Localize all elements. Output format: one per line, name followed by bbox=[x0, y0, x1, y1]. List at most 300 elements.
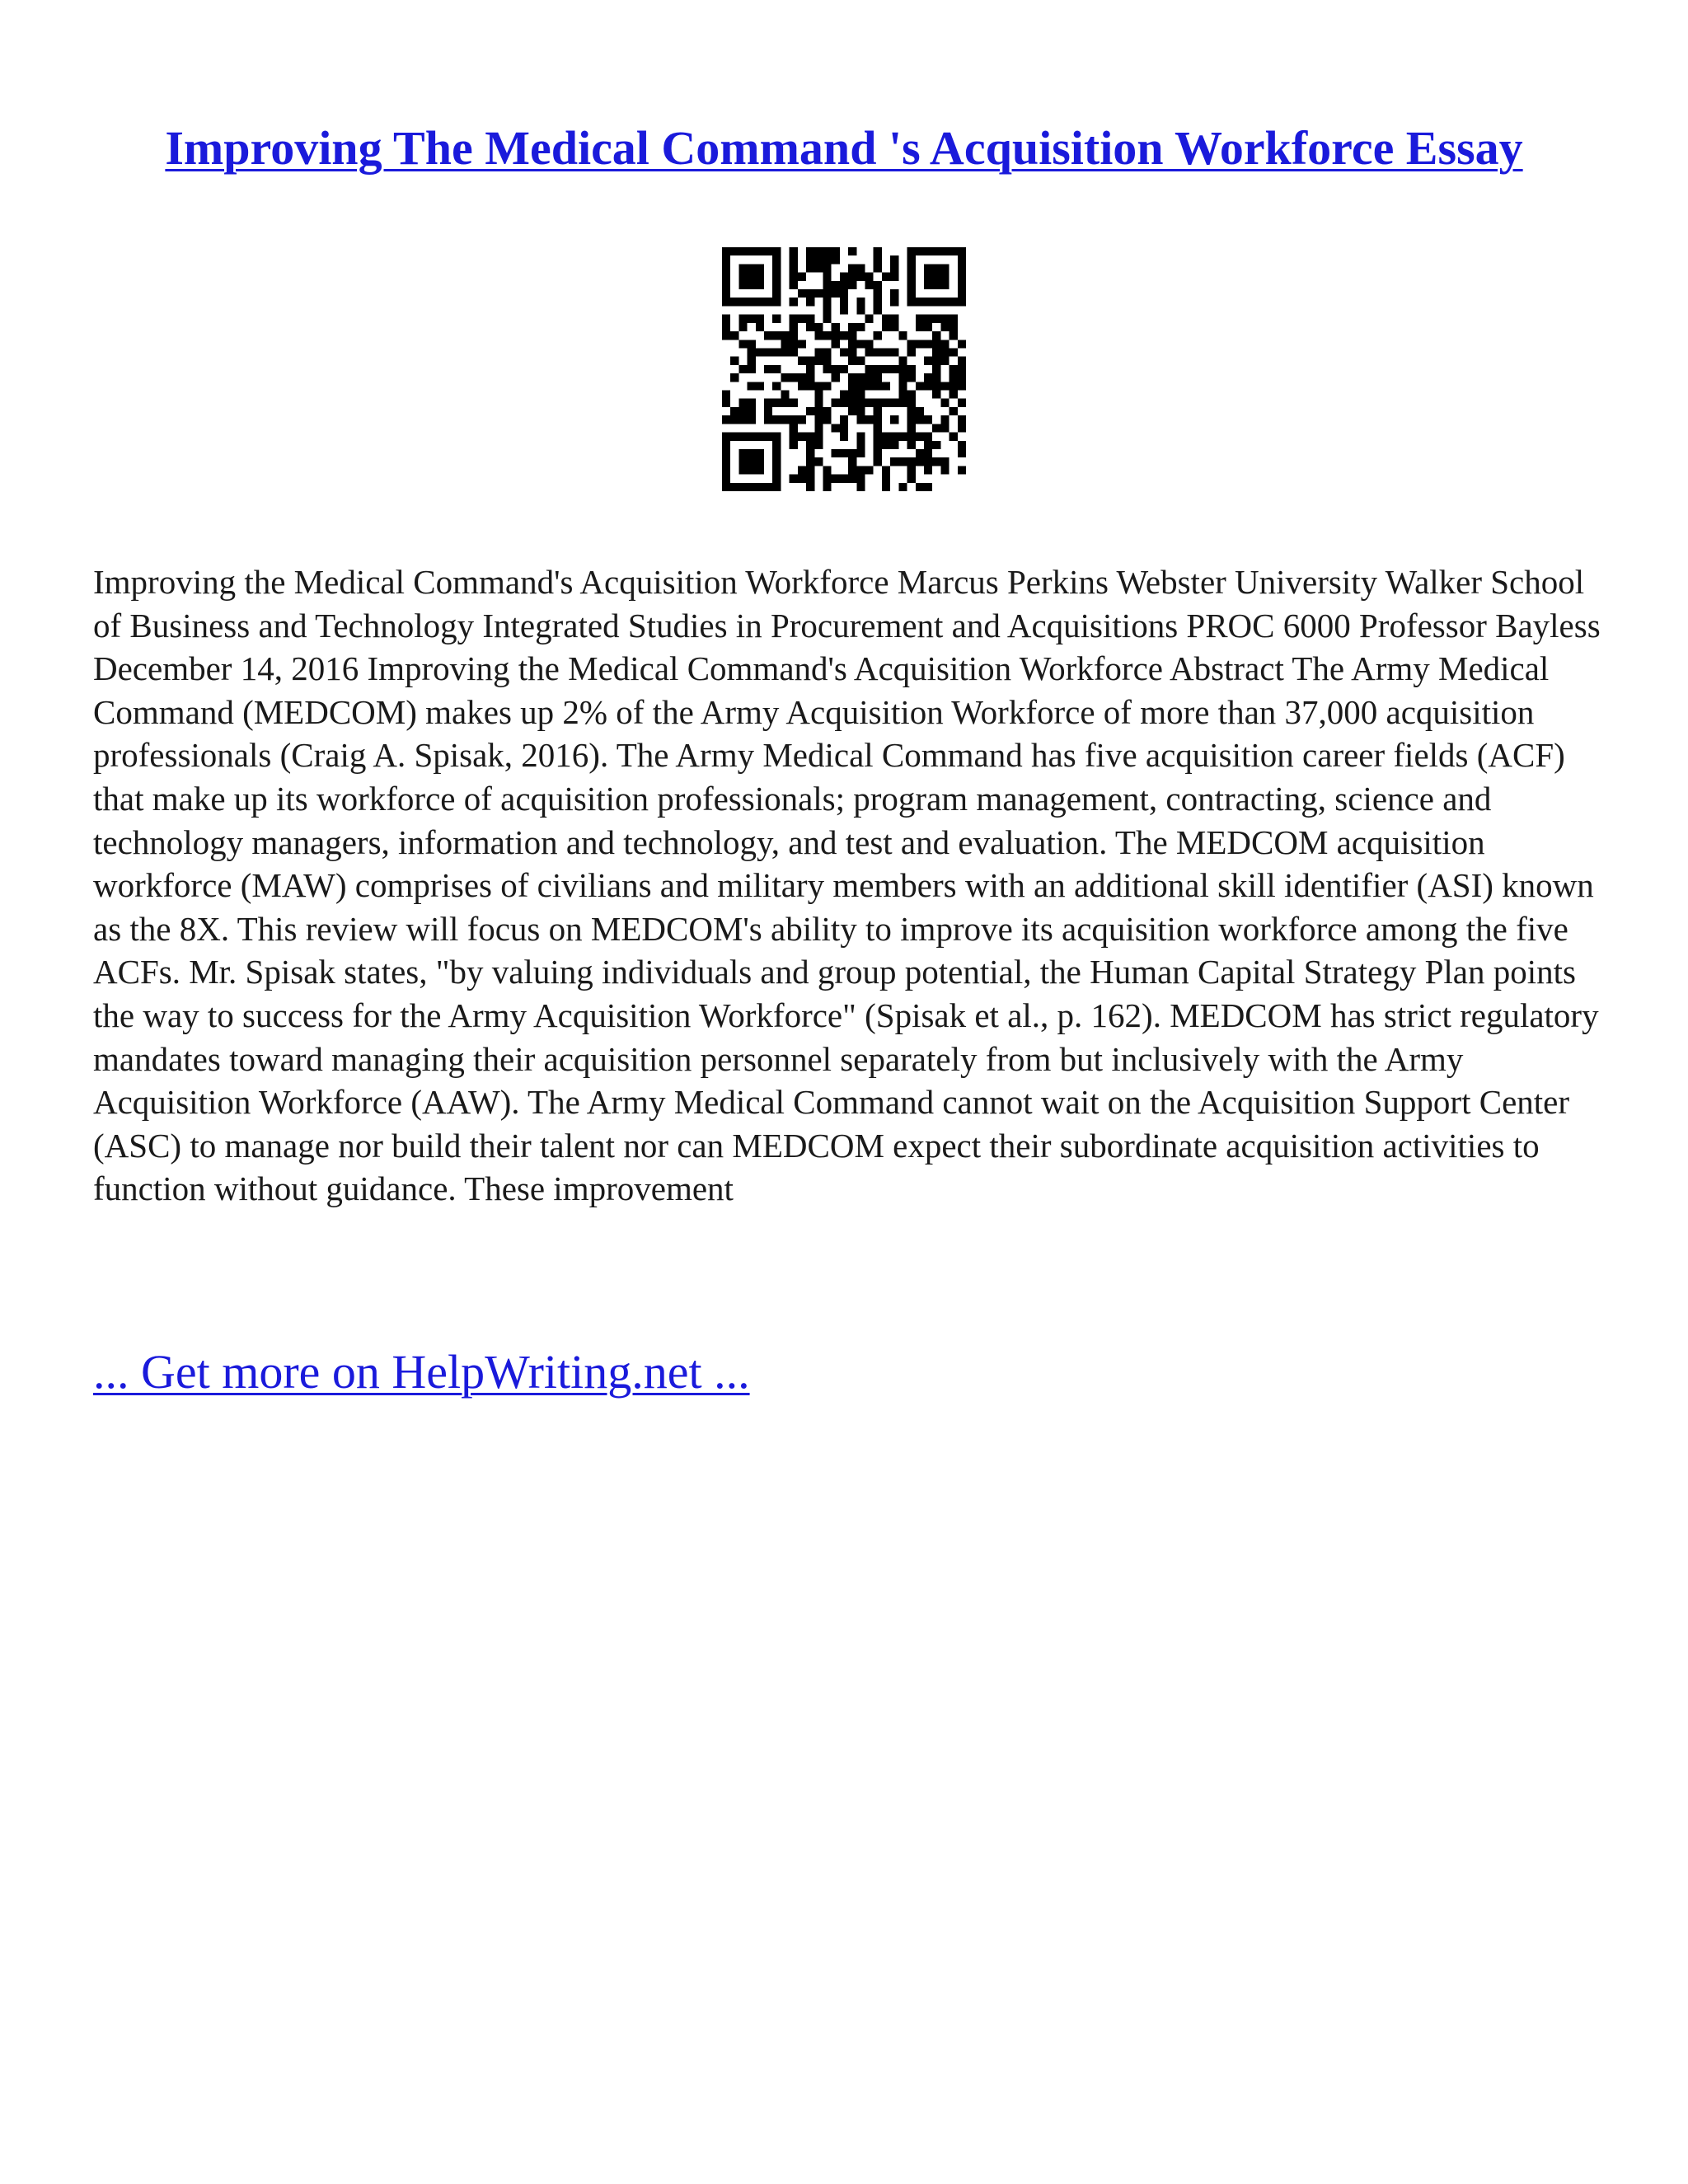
qr-module bbox=[832, 399, 840, 407]
qr-module bbox=[856, 391, 865, 399]
qr-module bbox=[874, 399, 882, 407]
qr-module bbox=[840, 433, 848, 441]
qr-module bbox=[916, 407, 924, 415]
qr-module bbox=[856, 273, 865, 281]
qr-module bbox=[856, 475, 865, 483]
qr-module bbox=[940, 424, 949, 432]
qr-module bbox=[722, 466, 730, 474]
qr-module bbox=[898, 373, 907, 382]
qr-module bbox=[940, 298, 949, 306]
qr-module bbox=[890, 273, 898, 281]
qr-module bbox=[772, 331, 781, 340]
qr-module bbox=[738, 415, 747, 424]
qr-module bbox=[823, 315, 831, 323]
qr-module bbox=[790, 348, 798, 356]
qr-module bbox=[790, 298, 798, 306]
qr-module bbox=[924, 449, 932, 457]
qr-module bbox=[907, 441, 916, 449]
qr-module bbox=[756, 483, 764, 491]
qr-module bbox=[916, 247, 924, 255]
qr-module bbox=[874, 264, 882, 272]
qr-module bbox=[958, 264, 966, 272]
qr-module bbox=[890, 433, 898, 441]
qr-module bbox=[823, 264, 831, 272]
qr-module bbox=[882, 323, 890, 331]
qr-module bbox=[806, 441, 814, 449]
qr-module bbox=[916, 298, 924, 306]
qr-module bbox=[940, 466, 949, 474]
qr-module bbox=[856, 407, 865, 415]
qr-module bbox=[722, 399, 730, 407]
qr-module bbox=[756, 466, 764, 474]
qr-module bbox=[940, 399, 949, 407]
qr-module bbox=[764, 298, 772, 306]
qr-module bbox=[722, 415, 730, 424]
qr-module bbox=[832, 255, 840, 264]
qr-module bbox=[798, 315, 806, 323]
qr-module bbox=[907, 264, 916, 272]
qr-module bbox=[856, 340, 865, 348]
qr-module bbox=[932, 348, 940, 356]
qr-module bbox=[756, 449, 764, 457]
qr-module bbox=[882, 475, 890, 483]
qr-module bbox=[898, 457, 907, 466]
qr-module bbox=[958, 273, 966, 281]
qr-module bbox=[932, 298, 940, 306]
qr-module bbox=[748, 382, 756, 390]
qr-module bbox=[932, 382, 940, 390]
qr-module bbox=[848, 399, 856, 407]
qr-module bbox=[856, 399, 865, 407]
qr-module bbox=[840, 391, 848, 399]
qr-module bbox=[865, 281, 874, 289]
qr-module bbox=[840, 449, 848, 457]
qr-module bbox=[958, 382, 966, 390]
qr-module bbox=[890, 457, 898, 466]
qr-module bbox=[814, 433, 823, 441]
qr-module bbox=[848, 373, 856, 382]
qr-module bbox=[940, 340, 949, 348]
qr-module bbox=[790, 340, 798, 348]
qr-module bbox=[865, 373, 874, 382]
qr-module bbox=[748, 466, 756, 474]
qr-module bbox=[832, 340, 840, 348]
qr-module bbox=[772, 255, 781, 264]
qr-module bbox=[932, 281, 940, 289]
qr-module bbox=[748, 399, 756, 407]
qr-module bbox=[856, 323, 865, 331]
qr-module bbox=[772, 433, 781, 441]
qr-module bbox=[882, 382, 890, 390]
qr-module bbox=[823, 306, 831, 314]
qr-module bbox=[832, 373, 840, 382]
qr-module bbox=[856, 441, 865, 449]
qr-module bbox=[932, 424, 940, 432]
qr-module bbox=[772, 441, 781, 449]
qr-module bbox=[840, 306, 848, 314]
qr-module bbox=[958, 340, 966, 348]
qr-module bbox=[940, 264, 949, 272]
qr-module bbox=[882, 315, 890, 323]
qr-module bbox=[848, 340, 856, 348]
qr-module bbox=[856, 466, 865, 474]
qr-module bbox=[806, 365, 814, 373]
qr-module bbox=[798, 289, 806, 298]
qr-module bbox=[840, 475, 848, 483]
qr-module bbox=[781, 331, 789, 340]
qr-module bbox=[916, 449, 924, 457]
qr-module bbox=[874, 306, 882, 314]
qr-module bbox=[958, 373, 966, 382]
qr-module bbox=[823, 289, 831, 298]
qr-module bbox=[790, 255, 798, 264]
qr-module bbox=[840, 424, 848, 432]
qr-module bbox=[722, 433, 730, 441]
qr-module bbox=[738, 264, 747, 272]
qr-module bbox=[823, 365, 831, 373]
qr-module bbox=[882, 466, 890, 474]
qr-module bbox=[856, 483, 865, 491]
qr-module bbox=[772, 289, 781, 298]
qr-module bbox=[790, 281, 798, 289]
qr-module bbox=[806, 373, 814, 382]
qr-module bbox=[958, 441, 966, 449]
qr-module bbox=[874, 289, 882, 298]
qr-module bbox=[790, 441, 798, 449]
qr-module bbox=[772, 315, 781, 323]
qr-module bbox=[722, 255, 730, 264]
qr-module bbox=[840, 399, 848, 407]
qr-module bbox=[932, 340, 940, 348]
qr-module bbox=[848, 247, 856, 255]
qr-module bbox=[823, 407, 831, 415]
qr-module bbox=[798, 382, 806, 390]
qr-module bbox=[924, 247, 932, 255]
qr-module bbox=[832, 289, 840, 298]
qr-module bbox=[874, 457, 882, 466]
qr-module bbox=[748, 340, 756, 348]
qr-module bbox=[940, 323, 949, 331]
qr-module bbox=[924, 373, 932, 382]
qr-module bbox=[814, 323, 823, 331]
qr-module bbox=[738, 298, 747, 306]
qr-module bbox=[907, 373, 916, 382]
qr-module bbox=[940, 382, 949, 390]
qr-module bbox=[848, 281, 856, 289]
qr-module bbox=[890, 441, 898, 449]
qr-module bbox=[848, 449, 856, 457]
qr-module bbox=[924, 415, 932, 424]
qr-module bbox=[814, 415, 823, 424]
qr-module bbox=[781, 391, 789, 399]
qr-module bbox=[958, 289, 966, 298]
qr-module bbox=[730, 357, 738, 365]
qr-module bbox=[856, 415, 865, 424]
qr-module bbox=[840, 348, 848, 356]
qr-module bbox=[756, 382, 764, 390]
qr-module bbox=[823, 348, 831, 356]
qr-module bbox=[772, 298, 781, 306]
qr-module bbox=[823, 273, 831, 281]
qr-module bbox=[950, 407, 958, 415]
qr-module bbox=[907, 255, 916, 264]
qr-module bbox=[756, 348, 764, 356]
qr-module bbox=[940, 315, 949, 323]
qr-module bbox=[916, 433, 924, 441]
qr-module bbox=[764, 399, 772, 407]
qr-module bbox=[890, 264, 898, 272]
qr-module bbox=[958, 281, 966, 289]
qr-module bbox=[958, 449, 966, 457]
qr-module bbox=[806, 382, 814, 390]
qr-module bbox=[823, 483, 831, 491]
qr-module bbox=[898, 331, 907, 340]
qr-module bbox=[898, 483, 907, 491]
qr-module bbox=[874, 247, 882, 255]
qr-module bbox=[898, 365, 907, 373]
qr-module bbox=[848, 323, 856, 331]
qr-module bbox=[738, 483, 747, 491]
qr-module bbox=[916, 415, 924, 424]
qr-module bbox=[924, 466, 932, 474]
essay-excerpt: Improving the Medical Command's Acquisition Workforce Marcus Perkins Webster University Walker School of Business and Technology Integrated Studies in Procurement and Acquisitions PROC 6000 Professor Bayless December 14, 2016 Improving the Medical Command's Acquisition Workforce Abstract The Army Medical Command (MEDCOM) makes up 2% of the Army Acquisition Workforce of more than 37,000 acquisition professionals (Craig A. Spisak, 2016). The Army Medical Command has five acquisition career fields (ACF) that make up its workforce of acquisition professionals; program management, contracting, science and technology managers, information and technology, and test and evaluation. The MEDCOM acquisition workforce (MAW) comprises of civilians and military members with an additional skill identifier (ASI) known as the 8X. This review will focus on MEDCOM's ability to improve its acquisition workforce among the five ACFs. Mr. Spisak states, "by valuing individuals and group potential, the Human Capital Strategy Plan points the way to success for the Army Acquisition Workforce" (Spisak et al., p. 162). MEDCOM has strict regulatory mandates toward managing their acquisition personnel separately from but inclusively with the Army Acquisition Workforce (AAW). The Army Medical Command cannot wait on the Acquisition Support Center (ASC) to manage nor build their talent nor can MEDCOM expect their subordinate acquisition activities to function without guidance. These improvement bbox=[93, 563, 1601, 1208]
qr-module bbox=[790, 424, 798, 432]
qr-module bbox=[806, 357, 814, 365]
qr-module bbox=[898, 382, 907, 390]
qr-module bbox=[848, 475, 856, 483]
qr-module bbox=[950, 433, 958, 441]
qr-module bbox=[814, 382, 823, 390]
qr-module bbox=[806, 457, 814, 466]
qr-module bbox=[798, 415, 806, 424]
qr-module bbox=[823, 382, 831, 390]
qr-module bbox=[924, 441, 932, 449]
qr-module bbox=[823, 247, 831, 255]
qr-module bbox=[874, 255, 882, 264]
qr-module bbox=[865, 466, 874, 474]
qr-module bbox=[823, 281, 831, 289]
qr-module bbox=[722, 273, 730, 281]
qr-module bbox=[756, 273, 764, 281]
qr-module bbox=[772, 399, 781, 407]
qr-module bbox=[874, 298, 882, 306]
qr-module bbox=[856, 382, 865, 390]
qr-module bbox=[738, 315, 747, 323]
qr-module bbox=[890, 255, 898, 264]
qr-module bbox=[790, 331, 798, 340]
qr-module bbox=[940, 415, 949, 424]
qr-module bbox=[806, 298, 814, 306]
qr-module bbox=[882, 441, 890, 449]
qr-module bbox=[840, 281, 848, 289]
qr-module bbox=[848, 357, 856, 365]
qr-module bbox=[772, 281, 781, 289]
qr-module bbox=[840, 365, 848, 373]
qr-module bbox=[772, 466, 781, 474]
qr-module bbox=[848, 382, 856, 390]
qr-module bbox=[907, 365, 916, 373]
qr-module bbox=[748, 247, 756, 255]
qr-module bbox=[781, 399, 789, 407]
qr-module bbox=[874, 281, 882, 289]
qr-module bbox=[865, 315, 874, 323]
qr-module bbox=[772, 483, 781, 491]
qr-module bbox=[924, 483, 932, 491]
qr-module bbox=[832, 449, 840, 457]
qr-module bbox=[890, 289, 898, 298]
qr-module bbox=[814, 424, 823, 432]
qr-module bbox=[814, 247, 823, 255]
qr-module bbox=[840, 298, 848, 306]
qr-module bbox=[890, 415, 898, 424]
qr-module bbox=[958, 357, 966, 365]
qr-module bbox=[932, 247, 940, 255]
qr-module bbox=[722, 281, 730, 289]
qr-module bbox=[748, 281, 756, 289]
qr-module bbox=[756, 264, 764, 272]
qr-module bbox=[748, 348, 756, 356]
qr-module bbox=[806, 449, 814, 457]
qr-module bbox=[832, 281, 840, 289]
qr-module bbox=[932, 315, 940, 323]
qr-module bbox=[790, 399, 798, 407]
get-more-link[interactable]: ... Get more on HelpWriting.net ... bbox=[93, 1345, 750, 1399]
qr-module bbox=[722, 247, 730, 255]
qr-module bbox=[738, 247, 747, 255]
qr-module bbox=[772, 348, 781, 356]
qr-module bbox=[748, 365, 756, 373]
qr-module bbox=[932, 264, 940, 272]
qr-module bbox=[781, 415, 789, 424]
qr-module bbox=[950, 373, 958, 382]
qr-module bbox=[806, 433, 814, 441]
qr-module bbox=[764, 407, 772, 415]
qr-module bbox=[823, 255, 831, 264]
qr-module bbox=[772, 264, 781, 272]
qr-module bbox=[806, 323, 814, 331]
qr-module bbox=[748, 298, 756, 306]
qr-module bbox=[764, 365, 772, 373]
qr-module bbox=[890, 323, 898, 331]
qr-module bbox=[940, 273, 949, 281]
qr-module bbox=[722, 457, 730, 466]
qr-module bbox=[856, 298, 865, 306]
qr-module bbox=[806, 483, 814, 491]
qr-module bbox=[722, 483, 730, 491]
qr-module bbox=[730, 298, 738, 306]
qr-module bbox=[950, 365, 958, 373]
qr-module bbox=[814, 441, 823, 449]
qr-module bbox=[722, 315, 730, 323]
qr-module bbox=[814, 391, 823, 399]
qr-module bbox=[856, 373, 865, 382]
qr-module bbox=[814, 357, 823, 365]
qr-module bbox=[924, 433, 932, 441]
qr-module bbox=[865, 348, 874, 356]
qr-module bbox=[865, 415, 874, 424]
qr-module bbox=[798, 373, 806, 382]
qr-module bbox=[772, 273, 781, 281]
qr-module bbox=[932, 391, 940, 399]
qr-module bbox=[730, 407, 738, 415]
qr-module bbox=[790, 415, 798, 424]
qr-module bbox=[924, 357, 932, 365]
qr-module bbox=[781, 348, 789, 356]
qr-module bbox=[848, 331, 856, 340]
qr-module bbox=[748, 407, 756, 415]
qr-module bbox=[840, 289, 848, 298]
qr-module bbox=[907, 457, 916, 466]
qr-module bbox=[806, 315, 814, 323]
qr-module bbox=[806, 247, 814, 255]
qr-module bbox=[924, 457, 932, 466]
qr-module bbox=[882, 399, 890, 407]
qr-module bbox=[840, 331, 848, 340]
qr-module bbox=[874, 331, 882, 340]
qr-module bbox=[738, 457, 747, 466]
qr-module bbox=[764, 433, 772, 441]
qr-module bbox=[950, 348, 958, 356]
qr-module bbox=[916, 315, 924, 323]
qr-module bbox=[924, 281, 932, 289]
qr-module bbox=[848, 391, 856, 399]
qr-module bbox=[882, 365, 890, 373]
qr-module bbox=[856, 357, 865, 365]
qr-module bbox=[932, 331, 940, 340]
qr-module bbox=[823, 331, 831, 340]
qr-module bbox=[882, 483, 890, 491]
qr-module bbox=[907, 466, 916, 474]
qr-module bbox=[916, 457, 924, 466]
qr-module bbox=[722, 264, 730, 272]
qr-module bbox=[865, 382, 874, 390]
qr-module bbox=[722, 331, 730, 340]
qr-module bbox=[832, 247, 840, 255]
qr-module bbox=[756, 298, 764, 306]
qr-module bbox=[907, 247, 916, 255]
qr-module bbox=[738, 323, 747, 331]
qr-module bbox=[882, 273, 890, 281]
qr-module bbox=[874, 348, 882, 356]
qr-module bbox=[856, 306, 865, 314]
qr-module bbox=[907, 415, 916, 424]
qr-module bbox=[806, 289, 814, 298]
title-link[interactable]: Improving The Medical Command 's Acquisition Workforce Essay bbox=[165, 121, 1523, 175]
qr-module bbox=[898, 433, 907, 441]
qr-module bbox=[848, 273, 856, 281]
qr-module bbox=[924, 315, 932, 323]
qr-module bbox=[958, 247, 966, 255]
qr-module bbox=[907, 399, 916, 407]
qr-module bbox=[932, 373, 940, 382]
qr-module bbox=[916, 483, 924, 491]
qr-module bbox=[806, 264, 814, 272]
qr-module bbox=[950, 247, 958, 255]
qr-module bbox=[924, 323, 932, 331]
qr-module bbox=[874, 424, 882, 432]
qr-module bbox=[748, 483, 756, 491]
qr-module bbox=[823, 298, 831, 306]
qr-module bbox=[924, 382, 932, 390]
qr-module bbox=[932, 357, 940, 365]
qr-module bbox=[814, 407, 823, 415]
qr-module bbox=[907, 433, 916, 441]
qr-module bbox=[806, 255, 814, 264]
qr-module bbox=[790, 433, 798, 441]
qr-module bbox=[772, 415, 781, 424]
qr-module bbox=[738, 466, 747, 474]
qr-module bbox=[814, 255, 823, 264]
